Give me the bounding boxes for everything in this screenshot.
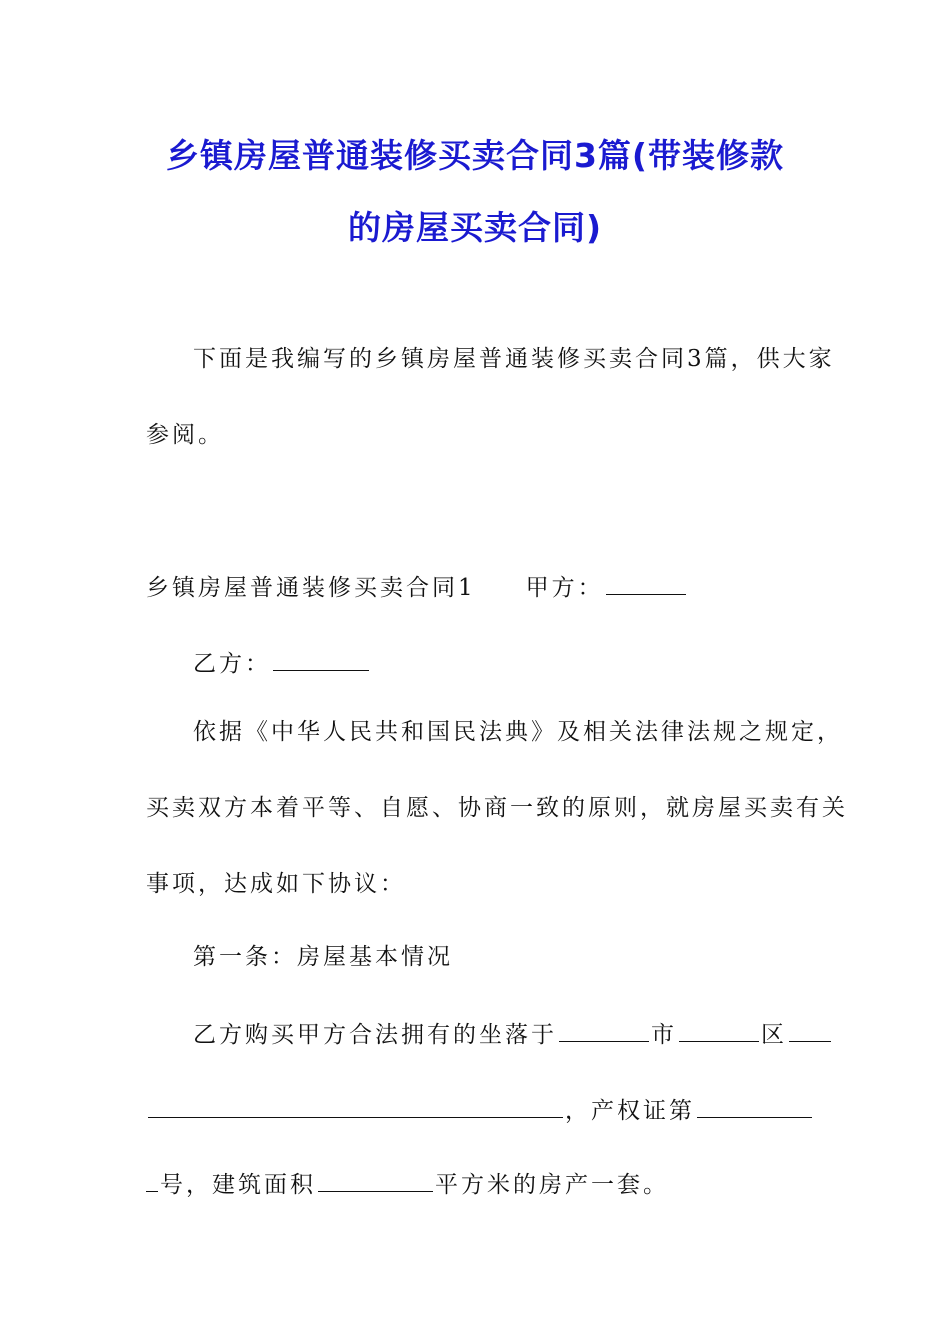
cert-number-blank-end bbox=[146, 1167, 158, 1192]
district-blank bbox=[679, 1017, 759, 1042]
party-b-label: 乙方： bbox=[193, 651, 271, 677]
area-text: 平方米的房产一套。 bbox=[435, 1172, 669, 1198]
number-text: 号，建筑面积 bbox=[160, 1172, 316, 1198]
cert-number-blank bbox=[697, 1093, 812, 1118]
location-prefix: 乙方购买甲方合法拥有的坐落于 bbox=[193, 1022, 557, 1048]
basis-paragraph-line3: 事项，达成如下协议： bbox=[146, 871, 406, 897]
city-label: 市 bbox=[651, 1022, 677, 1048]
location-row2 bbox=[146, 1093, 814, 1126]
area-blank bbox=[318, 1167, 433, 1192]
basis-paragraph-line1: 依据《中华人民共和国民法典》及相关法律法规之规定， bbox=[193, 719, 843, 745]
address-blank bbox=[148, 1093, 563, 1118]
address-blank-start bbox=[789, 1017, 831, 1042]
contract-heading-row bbox=[146, 570, 688, 603]
party-b-row bbox=[193, 646, 371, 679]
location-row3 bbox=[146, 1167, 669, 1200]
party-a-blank bbox=[606, 570, 686, 595]
district-label: 区 bbox=[761, 1022, 787, 1048]
intro-paragraph-line1: 下面是我编写的乡镇房屋普通装修买卖合同3篇，供大家 bbox=[193, 346, 835, 372]
party-a-label: 甲方： bbox=[525, 575, 604, 601]
document-title-line2: 的房屋买卖合同) bbox=[347, 208, 603, 247]
document-title-line1: 乡镇房屋普通装修买卖合同3篇(带装修款 bbox=[165, 136, 785, 175]
intro-paragraph-line2: 参阅。 bbox=[146, 422, 224, 448]
party-b-blank bbox=[273, 646, 369, 671]
location-row1 bbox=[193, 1017, 833, 1050]
contract-heading: 乡镇房屋普通装修买卖合同1 bbox=[146, 575, 476, 601]
article1-title: 第一条：房屋基本情况 bbox=[193, 944, 453, 970]
basis-paragraph-line2: 买卖双方本着平等、自愿、协商一致的原则，就房屋买卖有关 bbox=[146, 795, 848, 821]
city-blank bbox=[559, 1017, 649, 1042]
cert-text: ，产权证第 bbox=[565, 1098, 695, 1124]
